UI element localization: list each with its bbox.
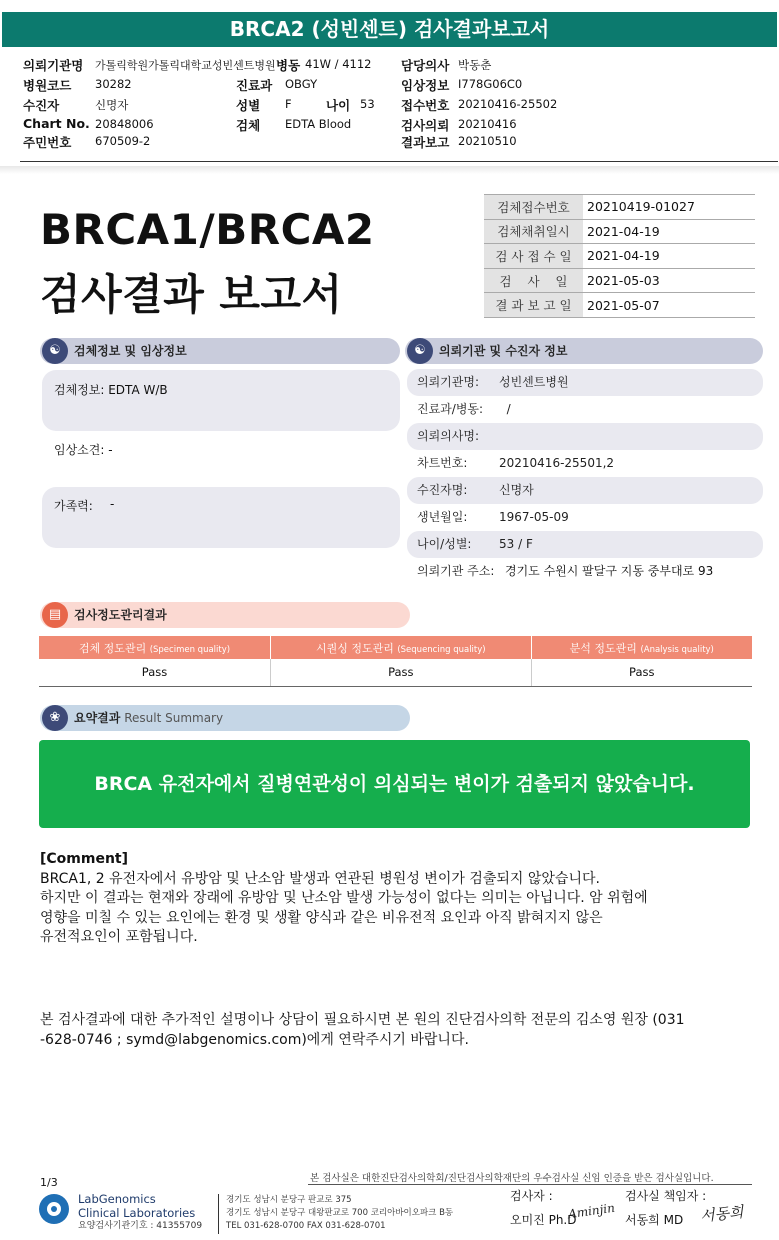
requester-row: [407, 477, 763, 504]
comment-line: 영향을 미칠 수 있는 요인에는 환경 및 생활 양식과 같은 비유전적 요인과 아직 밝혀지지 않은: [40, 909, 603, 926]
director-signature: 서동희: [699, 1202, 745, 1226]
summary-section-header: [40, 705, 410, 731]
page-edge-shadow: [0, 166, 779, 174]
header-value: I778G06C0: [458, 77, 523, 91]
comment-line: 유전적요인이 포함됩니다.: [40, 929, 198, 946]
labgenomics-logo-icon: [39, 1194, 69, 1224]
requester-row: [407, 396, 763, 423]
requester-section-header: [405, 338, 763, 364]
header-label: 병원코드: [23, 78, 72, 93]
footer-vertical-divider: [218, 1194, 219, 1234]
company-line: Clinical Laboratories: [78, 1205, 196, 1220]
comment-block: [40, 850, 760, 948]
header-label: 병동: [276, 58, 301, 73]
ribbon-icon: ❀: [42, 705, 68, 731]
receipt-key: 검체접수번호: [484, 195, 583, 220]
report-title-line1: BRCA1/BRCA2: [40, 205, 375, 254]
quality-header-sub: (Specimen quality): [149, 644, 231, 655]
header-value: 가톨릭학원가톨릭대학교성빈센트병원: [95, 59, 276, 72]
contact-line: -628-0746 ; symd@labgenomics.com)에게 연락주시기 바랍니다.: [40, 1032, 469, 1048]
table-header-row: [39, 636, 752, 659]
header-label: 임상정보: [401, 78, 450, 93]
family-history-box: [42, 487, 400, 548]
specimen-section-header: [40, 338, 400, 364]
quality-header: [39, 636, 271, 659]
header-value: 30282: [95, 77, 132, 91]
requester-key: 생년월일:: [417, 510, 468, 524]
header-value: 신명자: [95, 98, 129, 112]
quality-section-header: [40, 602, 410, 628]
header-label: 주민번호: [23, 135, 72, 150]
header-label: 검체: [236, 118, 261, 133]
receipt-key: 결 과 보 고 일: [484, 293, 583, 318]
receipt-key: 검 사 일: [484, 268, 583, 293]
requester-key: 진료과/병동:: [417, 402, 484, 416]
receipt-key: 검 사 접 수 일: [484, 244, 583, 269]
header-value: 53: [360, 97, 375, 111]
requester-row: [407, 369, 763, 396]
receipt-table: [484, 194, 755, 318]
header-value: 670509-2: [95, 134, 151, 148]
result-summary-box: BRCA 유전자에서 질병연관성이 의심되는 변이가 검출되지 않았습니다.: [39, 740, 750, 828]
requester-section-title: 의뢰기관 및 수진자 정보: [439, 344, 568, 358]
quality-result: Pass: [39, 659, 271, 686]
header-label: Chart No.: [23, 116, 90, 131]
comment-title: [Comment]: [40, 851, 129, 867]
header-value: 20210416-25502: [458, 97, 558, 111]
company-line: LabGenomics: [78, 1192, 156, 1206]
requester-key: 의뢰기관명:: [417, 375, 480, 389]
director-label: 검사실 책임자 :: [625, 1189, 707, 1203]
clipboard-icon: ▤: [42, 602, 68, 628]
clinical-findings: 임상소견: -: [54, 443, 113, 457]
header-value: 박동춘: [458, 58, 492, 72]
quality-result: Pass: [531, 659, 752, 686]
examiner-name: 오미진 Ph.D: [510, 1213, 577, 1227]
quality-header-main: 시퀀싱 정도관리: [315, 641, 394, 655]
quality-header: [531, 636, 752, 659]
report-title-line2: 검사결과 보고서: [40, 270, 343, 319]
banner: [0, 0, 779, 48]
header-label: 성별: [236, 98, 261, 113]
summary-title-en: Result Summary: [124, 711, 224, 725]
header-label: 진료과: [236, 78, 273, 93]
requester-row: [407, 450, 763, 477]
table-row: [484, 195, 755, 220]
requester-key: 의뢰의사명:: [417, 429, 480, 443]
header-label: 수진자: [23, 98, 60, 113]
quality-header: [271, 636, 532, 659]
header-value: 41W / 4112: [305, 57, 372, 71]
quality-section-title: 검사정도관리결과: [74, 608, 167, 622]
quality-header-main: 검체 정도관리: [78, 641, 147, 655]
company-name: [78, 1193, 202, 1234]
certification-note: 본 검사실은 대한진단검사의학회/진단검사의학재단의 우수검사실 신임 인증을 받은 검사실입니다.: [310, 1173, 714, 1184]
table-row: [484, 219, 755, 244]
header-label: 접수번호: [401, 98, 450, 113]
requester-row: [407, 423, 763, 450]
comment-line: BRCA1, 2 유전자에서 유방암 및 난소암 발생과 연관된 병원성 변이가 검출되지 않았습니다.: [40, 870, 600, 887]
requester-key: 수진자명:: [417, 483, 468, 497]
table-row: [484, 293, 755, 318]
examiner-label: 검사자 :: [510, 1189, 553, 1203]
address-line: 경기도 성남시 분당구 대왕판교로 700 코리아바이오파크 B동: [226, 1208, 454, 1218]
quality-table: [39, 636, 752, 687]
family-history-label: 가족력:: [54, 499, 93, 513]
table-row: [484, 268, 755, 293]
requester-address-row: [407, 558, 763, 585]
lab-address: [226, 1194, 453, 1233]
header-divider: [20, 161, 778, 162]
address-label: 의뢰기관 주소:: [417, 564, 495, 578]
footer-divider: [308, 1184, 752, 1185]
header-label: 나이: [326, 98, 351, 113]
requester-value: 성빈센트병원: [499, 375, 569, 389]
quality-header-main: 분석 정도관리: [569, 641, 637, 655]
receipt-value: 20210419-01027: [583, 195, 755, 220]
header-value: 20848006: [95, 117, 154, 131]
address-line: TEL 031-628-0700 FAX 031-628-0701: [226, 1221, 386, 1231]
header-label: 결과보고: [401, 135, 450, 150]
requester-key: 나이/성별:: [417, 537, 472, 551]
banner-title: BRCA2 (성빈센트) 검사결과보고서: [2, 12, 777, 47]
header-value: OBGY: [285, 77, 318, 91]
director-name: 서동희 MD: [625, 1213, 684, 1227]
page-number: 1/3: [40, 1176, 58, 1189]
requester-row: [407, 504, 763, 531]
header-label: 검사의뢰: [401, 118, 450, 133]
summary-title-ko: 요약결과: [74, 711, 121, 725]
comment-line: 하지만 이 결과는 현재와 장래에 유방암 및 난소암 발생 가능성이 없다는 의미는 아닙니다. 암 위험에: [40, 890, 648, 907]
header-value: EDTA Blood: [285, 117, 352, 131]
receipt-value: 2021-04-19: [583, 244, 755, 269]
receipt-key: 검체채취일시: [484, 219, 583, 244]
quality-result: Pass: [271, 659, 532, 686]
quality-header-sub: (Sequencing quality): [397, 644, 486, 655]
company-code: 요양검사기관기호 : 41355709: [78, 1221, 203, 1231]
requester-row: [407, 531, 763, 558]
header-value: 20210510: [458, 134, 517, 148]
lab-bag-icon: ☯: [407, 338, 433, 364]
address-line: 경기도 성남시 분당구 판교로 375: [226, 1195, 352, 1205]
quality-header-sub: (Analysis quality): [640, 644, 714, 655]
receipt-value: 2021-05-07: [583, 293, 755, 318]
examiner-signature: Aminjin: [567, 1200, 616, 1222]
requester-key: 차트번호:: [417, 456, 468, 470]
header-label: 의뢰기관명: [23, 58, 84, 73]
requester-value: 신명자: [499, 483, 534, 497]
receipt-value: 2021-05-03: [583, 268, 755, 293]
family-history-value: -: [110, 497, 115, 511]
requester-value: 1967-05-09: [499, 510, 569, 524]
requester-value: /: [499, 402, 511, 416]
requester-value: 53 / F: [499, 537, 533, 551]
contact-line: 본 검사결과에 대한 추가적인 설명이나 상담이 필요하시면 본 원의 진단검사의학 전문의 김소영 원장 (031: [40, 1012, 685, 1028]
header-value: 20210416: [458, 117, 517, 131]
table-row: [39, 659, 752, 686]
requester-value: 20210416-25501,2: [499, 456, 615, 470]
header-info: [0, 52, 779, 162]
specimen-info: 검체정보: EDTA W/B: [54, 383, 168, 397]
table-row: [484, 244, 755, 269]
address-value: 경기도 수원시 팔달구 지동 중부대로 93: [505, 564, 714, 578]
header-value: F: [285, 97, 292, 111]
contact-block: [40, 1010, 770, 1050]
specimen-section-title: 검체정보 및 임상정보: [74, 344, 187, 358]
specimen-info-box: [42, 370, 400, 431]
receipt-value: 2021-04-19: [583, 219, 755, 244]
header-label: 담당의사: [401, 58, 450, 73]
lab-bag-icon: ☯: [42, 338, 68, 364]
